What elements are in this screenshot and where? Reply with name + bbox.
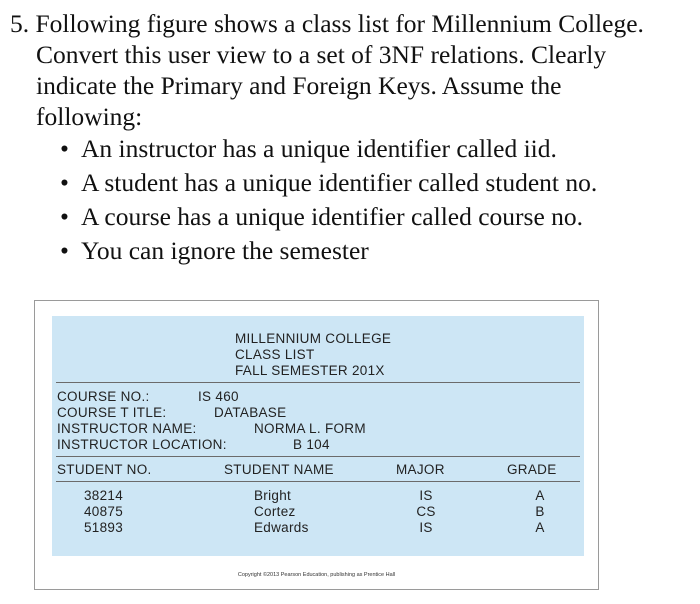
student-no-cell: 40875 <box>84 504 124 519</box>
divider <box>56 481 580 482</box>
major-cell: CS <box>416 504 436 519</box>
column-header-major: MAJOR <box>396 462 445 477</box>
bullet-icon: • <box>60 236 69 265</box>
major-cell: IS <box>419 488 433 503</box>
bullet-icon: • <box>60 202 69 231</box>
grade-cell: A <box>535 520 545 535</box>
assumption-text: An instructor has a unique identifier called iid. <box>81 134 557 163</box>
student-no-cell: 38214 <box>84 488 124 503</box>
divider <box>56 382 580 383</box>
class-list-panel <box>52 316 584 556</box>
instructor-location-value: B 104 <box>293 437 330 452</box>
course-title-label: COURSE T ITLE: <box>57 405 167 420</box>
column-header-student-name: STUDENT NAME <box>224 462 334 477</box>
column-header-grade: GRADE <box>507 462 557 477</box>
major-cell: IS <box>419 520 433 535</box>
course-no-label: COURSE NO.: <box>57 389 150 404</box>
student-no-cell: 51893 <box>84 520 124 535</box>
college-name: MILLENNIUM COLLEGE <box>235 331 392 346</box>
student-name-cell: Cortez <box>254 504 296 519</box>
bullet-icon: • <box>60 168 69 197</box>
copyright-notice: Copyright ©2013 Pearson Education, publishing as Prentice Hall <box>237 572 396 578</box>
grade-cell: B <box>535 504 545 519</box>
assumption-list <box>10 132 690 268</box>
question-line: indicate the Primary and Foreign Keys. Assume the <box>36 71 562 100</box>
assumption-item <box>10 132 690 166</box>
class-list-figure <box>34 300 599 590</box>
instructor-name-value: NORMA L. FORM <box>254 421 366 436</box>
student-name-cell: Edwards <box>254 520 309 535</box>
instructor-name-label: INSTRUCTOR NAME: <box>57 421 197 436</box>
assumption-item <box>10 166 690 200</box>
assumption-item <box>10 234 690 268</box>
bullet-icon: • <box>60 134 69 163</box>
assumption-item <box>10 200 690 234</box>
column-header-student-no: STUDENT NO. <box>57 462 152 477</box>
question-block <box>10 8 690 268</box>
question-line: Convert this user view to a set of 3NF relations. Clearly <box>36 40 607 69</box>
assumption-text: A course has a unique identifier called course no. <box>81 202 584 231</box>
question-line: 5. Following figure shows a class list for Millennium College. <box>10 9 644 38</box>
list-title: CLASS LIST <box>235 347 315 362</box>
semester: FALL SEMESTER 201X <box>235 363 385 378</box>
course-no-value: IS 460 <box>198 389 239 404</box>
assumption-text: You can ignore the semester <box>81 236 369 265</box>
grade-cell: A <box>535 488 545 503</box>
course-title-value: DATABASE <box>214 405 287 420</box>
assumption-text: A student has a unique identifier called student no. <box>81 168 598 197</box>
question-line: following: <box>36 102 143 131</box>
student-name-cell: Bright <box>254 488 292 503</box>
instructor-location-label: INSTRUCTOR LOCATION: <box>57 437 227 452</box>
divider <box>56 456 580 457</box>
